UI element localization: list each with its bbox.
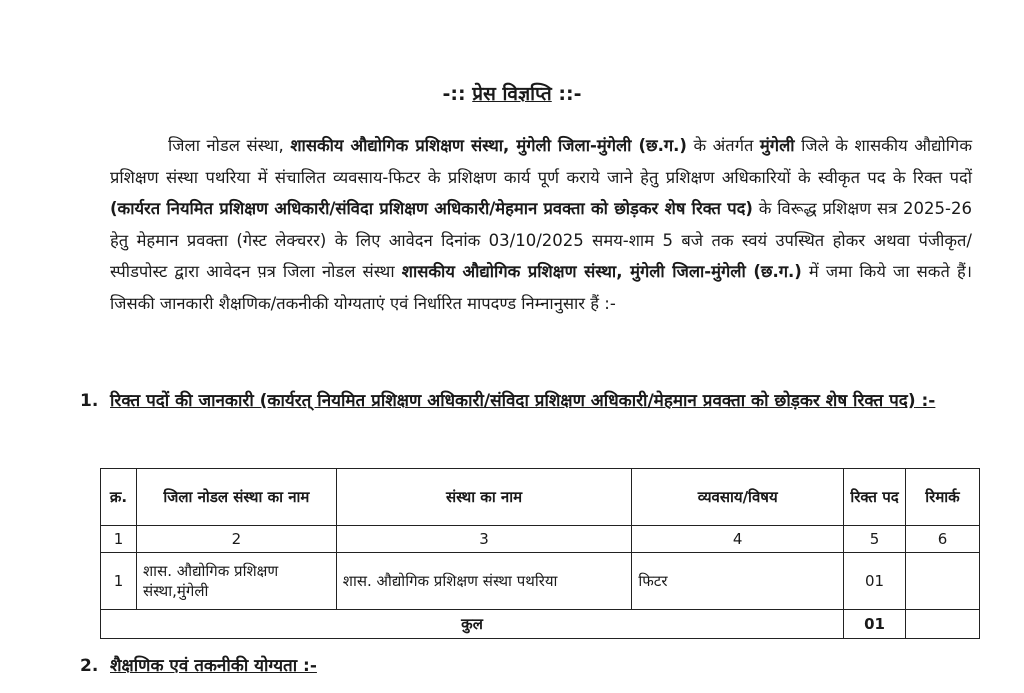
- section-1-suffix: :-: [915, 391, 936, 411]
- index-cell: 4: [632, 526, 844, 553]
- row-institute: शास. औद्योगिक प्रशिक्षण संस्था पथरिया: [336, 553, 632, 610]
- header-institute: संस्था का नाम: [336, 469, 632, 526]
- index-cell: 1: [101, 526, 137, 553]
- table-index-row: [101, 526, 980, 553]
- para-text-3: जिले के शासकीय औद्योगिक प्रशिक्षण संस्था पथरिया में संचालित व्यवसाय-फिटर के प्रशिक्षण कार्य पूर्ण कराये जाने हेतु प्रशिक्षण अधिकारियों के स्वीकृत पद के रिक्त पदों: [110, 136, 972, 187]
- para-text-4: के विरूद्ध प्रशिक्षण सत्र 2025-26 हेतु मेहमान प्रवक्ता (गेस्ट लेक्चरर) के लिए आवेदन दिनांक 03/10/2025 समय-शाम 5 बजे तक स्वयं उपस्थित होकर अथवा पंजीकृत/स्पीडपोस्ट द्वारा आवेदन प़त्र जिला नोडल संस्था: [110, 199, 973, 281]
- row-trade: फिटर: [632, 553, 844, 610]
- section-1-heading: [80, 386, 972, 417]
- total-remark: [906, 610, 980, 639]
- para-bold-2: मुंगेली: [759, 136, 795, 155]
- para-text-5: में जमा किये जा सकते हैं। जिसकी जानकारी शैक्षणिक/तकनीकी योग्यताएं एवं निर्धारित मापदण्ड निम्नानुसार हैं :-: [110, 262, 973, 313]
- para-bold-4: शासकीय औद्योगिक प्रशिक्षण संस्था, मुंगेली जिला-मुंगेली (छ.ग.): [401, 262, 802, 281]
- vacancy-table: [100, 468, 980, 639]
- intro-paragraph: [110, 130, 972, 319]
- section-2-title: शैक्षणिक एवं तकनीकी योग्यता :-: [110, 656, 317, 676]
- row-remark: [906, 553, 980, 610]
- index-cell: 2: [136, 526, 336, 553]
- header-vacant: रिक्त पद: [844, 469, 906, 526]
- para-bold-3: (कार्यरत नियमित प्रशिक्षण अधिकारी/संविदा प्रशिक्षण अधिकारी/मेहमान प्रवक्ता को छोड़कर शेष रिक्त पद): [110, 199, 753, 218]
- header-nodal: जिला नोडल संस्था का नाम: [136, 469, 336, 526]
- total-label: कुल: [101, 610, 844, 639]
- title-suffix: ::-: [551, 83, 582, 105]
- para-text-1: जिला नोडल संस्था,: [168, 136, 291, 155]
- section-2-number: 2.: [80, 656, 99, 676]
- total-value: 01: [844, 610, 906, 639]
- header-remark: रिमार्क: [906, 469, 980, 526]
- table-header-row: [101, 469, 980, 526]
- title-main: प्रेस विज्ञप्ति: [472, 83, 552, 105]
- section-1-number: 1.: [80, 391, 99, 411]
- section-1-title: रिक्त पदों की जानकारी (कार्यरत् नियमित प्रशिक्षण अधिकारी/संविदा प्रशिक्षण अधिकारी/मेहमान प्रवक्ता को छोड़कर शेष रिक्त पद): [110, 391, 916, 411]
- section-1-text: [110, 386, 972, 417]
- para-text-2: के अंतर्गत: [686, 136, 760, 155]
- index-cell: 6: [906, 526, 980, 553]
- para-bold-1: शासकीय औद्योगिक प्रशिक्षण संस्था, मुंगेली जिला-मुंगेली (छ.ग.): [290, 136, 687, 155]
- index-cell: 3: [336, 526, 632, 553]
- table-total-row: [101, 610, 980, 639]
- press-release-title: [0, 80, 1024, 106]
- title-prefix: -::: [442, 83, 473, 105]
- table-row: [101, 553, 980, 610]
- section-2-heading: [80, 653, 317, 676]
- row-nodal: शास. औद्योगिक प्रशिक्षण संस्था,मुंगेली: [136, 553, 336, 610]
- row-vacant: 01: [844, 553, 906, 610]
- row-sno: 1: [101, 553, 137, 610]
- header-sno: क्र.: [101, 469, 137, 526]
- index-cell: 5: [844, 526, 906, 553]
- header-trade: व्यवसाय/विषय: [632, 469, 844, 526]
